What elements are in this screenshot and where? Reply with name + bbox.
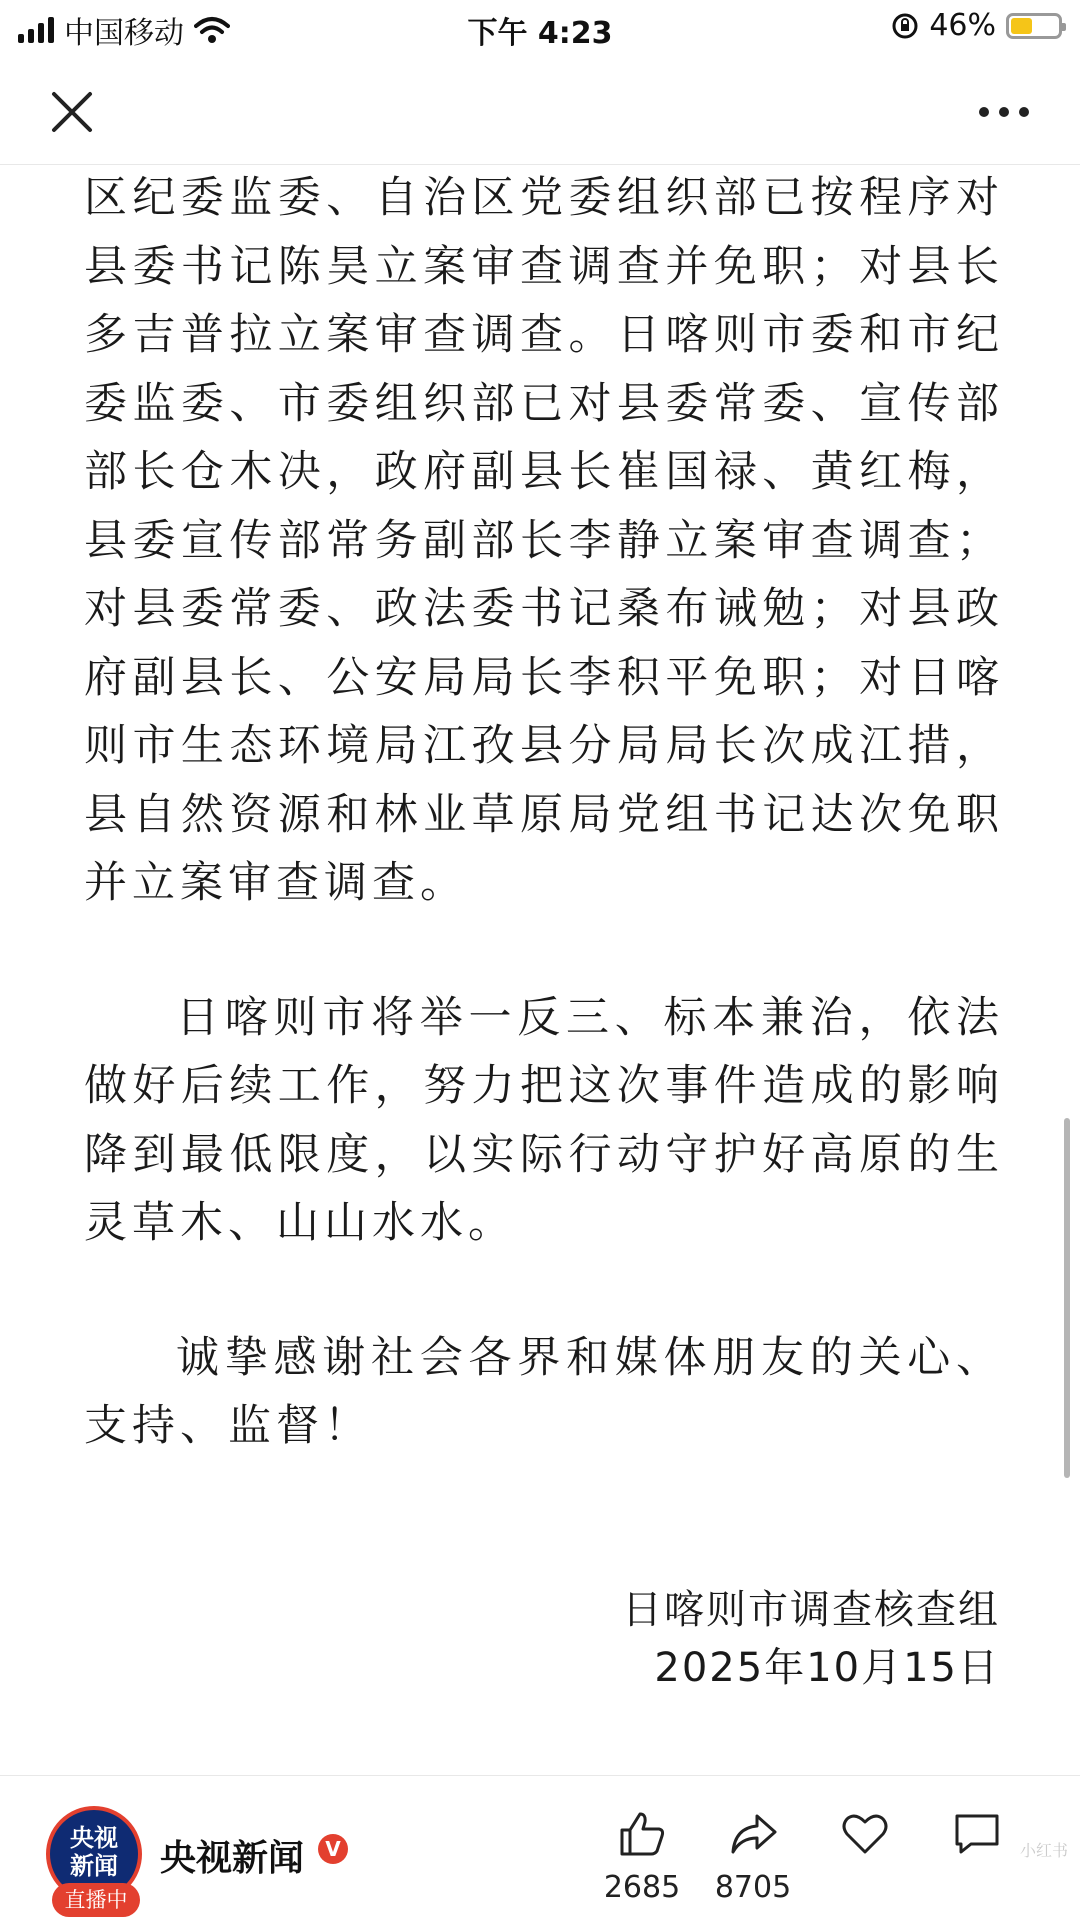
heart-icon	[839, 1808, 891, 1860]
battery-percent: 46%	[929, 8, 996, 43]
like-button[interactable]	[597, 1808, 687, 1905]
status-time: 下午 4:23	[467, 16, 613, 51]
article-paragraph: 区纪委监委、自治区党委组织部已按程序对县委书记陈昊立案审查调查并免职；对县长多吉普拉立案审查调查。日喀则市委和市纪委监委、市委组织部已对县委常委、宣传部部长仓木决，政府副县长崔国禄、黄红梅，县委宣传部常务副部长李静立案审查调查；对县委常委、政法委书记桑布诫勉；对县政府副县长、公安局局长李积平免职；对日喀则市生态环境局江孜县分局局长次成江措，县自然资源和林业草原局党组书记达次免职并立案审查调查。	[84, 173, 1004, 908]
status-right	[891, 8, 1062, 43]
rotation-lock-icon	[891, 12, 919, 40]
close-button[interactable]	[44, 84, 100, 140]
article-body	[84, 164, 1004, 1697]
battery-fill	[1011, 18, 1032, 34]
signature-date: 2025年10月15日	[654, 1644, 1000, 1691]
avatar-text: 央视	[70, 1824, 118, 1852]
signature-block	[84, 1581, 1004, 1697]
comment-button[interactable]	[932, 1808, 1022, 1860]
carrier-label: 中国移动	[64, 16, 184, 51]
like-count: 2685	[603, 1870, 681, 1905]
article-paragraph: 诚挚感谢社会各界和媒体朋友的关心、支持、监督！	[84, 1332, 1004, 1451]
article-paragraph: 日喀则市将举一反三、标本兼治，依法做好后续工作，努力把这次事件造成的影响降到最低限度，以实际行动守护好高原的生灵草木、山山水水。	[84, 992, 1004, 1248]
avatar-text: 新闻	[70, 1852, 118, 1880]
battery-icon	[1006, 13, 1062, 39]
scrollbar[interactable]	[1064, 1118, 1070, 1478]
nav-bar	[0, 60, 1080, 165]
comment-icon	[951, 1808, 1003, 1860]
share-button[interactable]	[708, 1808, 798, 1905]
thumbs-up-icon	[616, 1808, 668, 1860]
account-name[interactable]: 央视新闻	[160, 1838, 305, 1879]
signature-org: 日喀则市调查核查组	[622, 1586, 1000, 1633]
live-badge[interactable]: 直播中	[52, 1883, 140, 1917]
more-icon	[972, 96, 1036, 128]
close-icon	[44, 84, 100, 140]
watermark: 小红书	[1019, 1841, 1068, 1860]
share-count: 8705	[714, 1870, 792, 1905]
bottom-bar	[0, 1775, 1080, 1921]
more-button[interactable]	[972, 96, 1036, 128]
status-bar	[0, 0, 1080, 56]
share-icon	[727, 1808, 779, 1860]
favorite-button[interactable]	[820, 1808, 910, 1860]
verified-badge-icon: V	[318, 1834, 348, 1864]
